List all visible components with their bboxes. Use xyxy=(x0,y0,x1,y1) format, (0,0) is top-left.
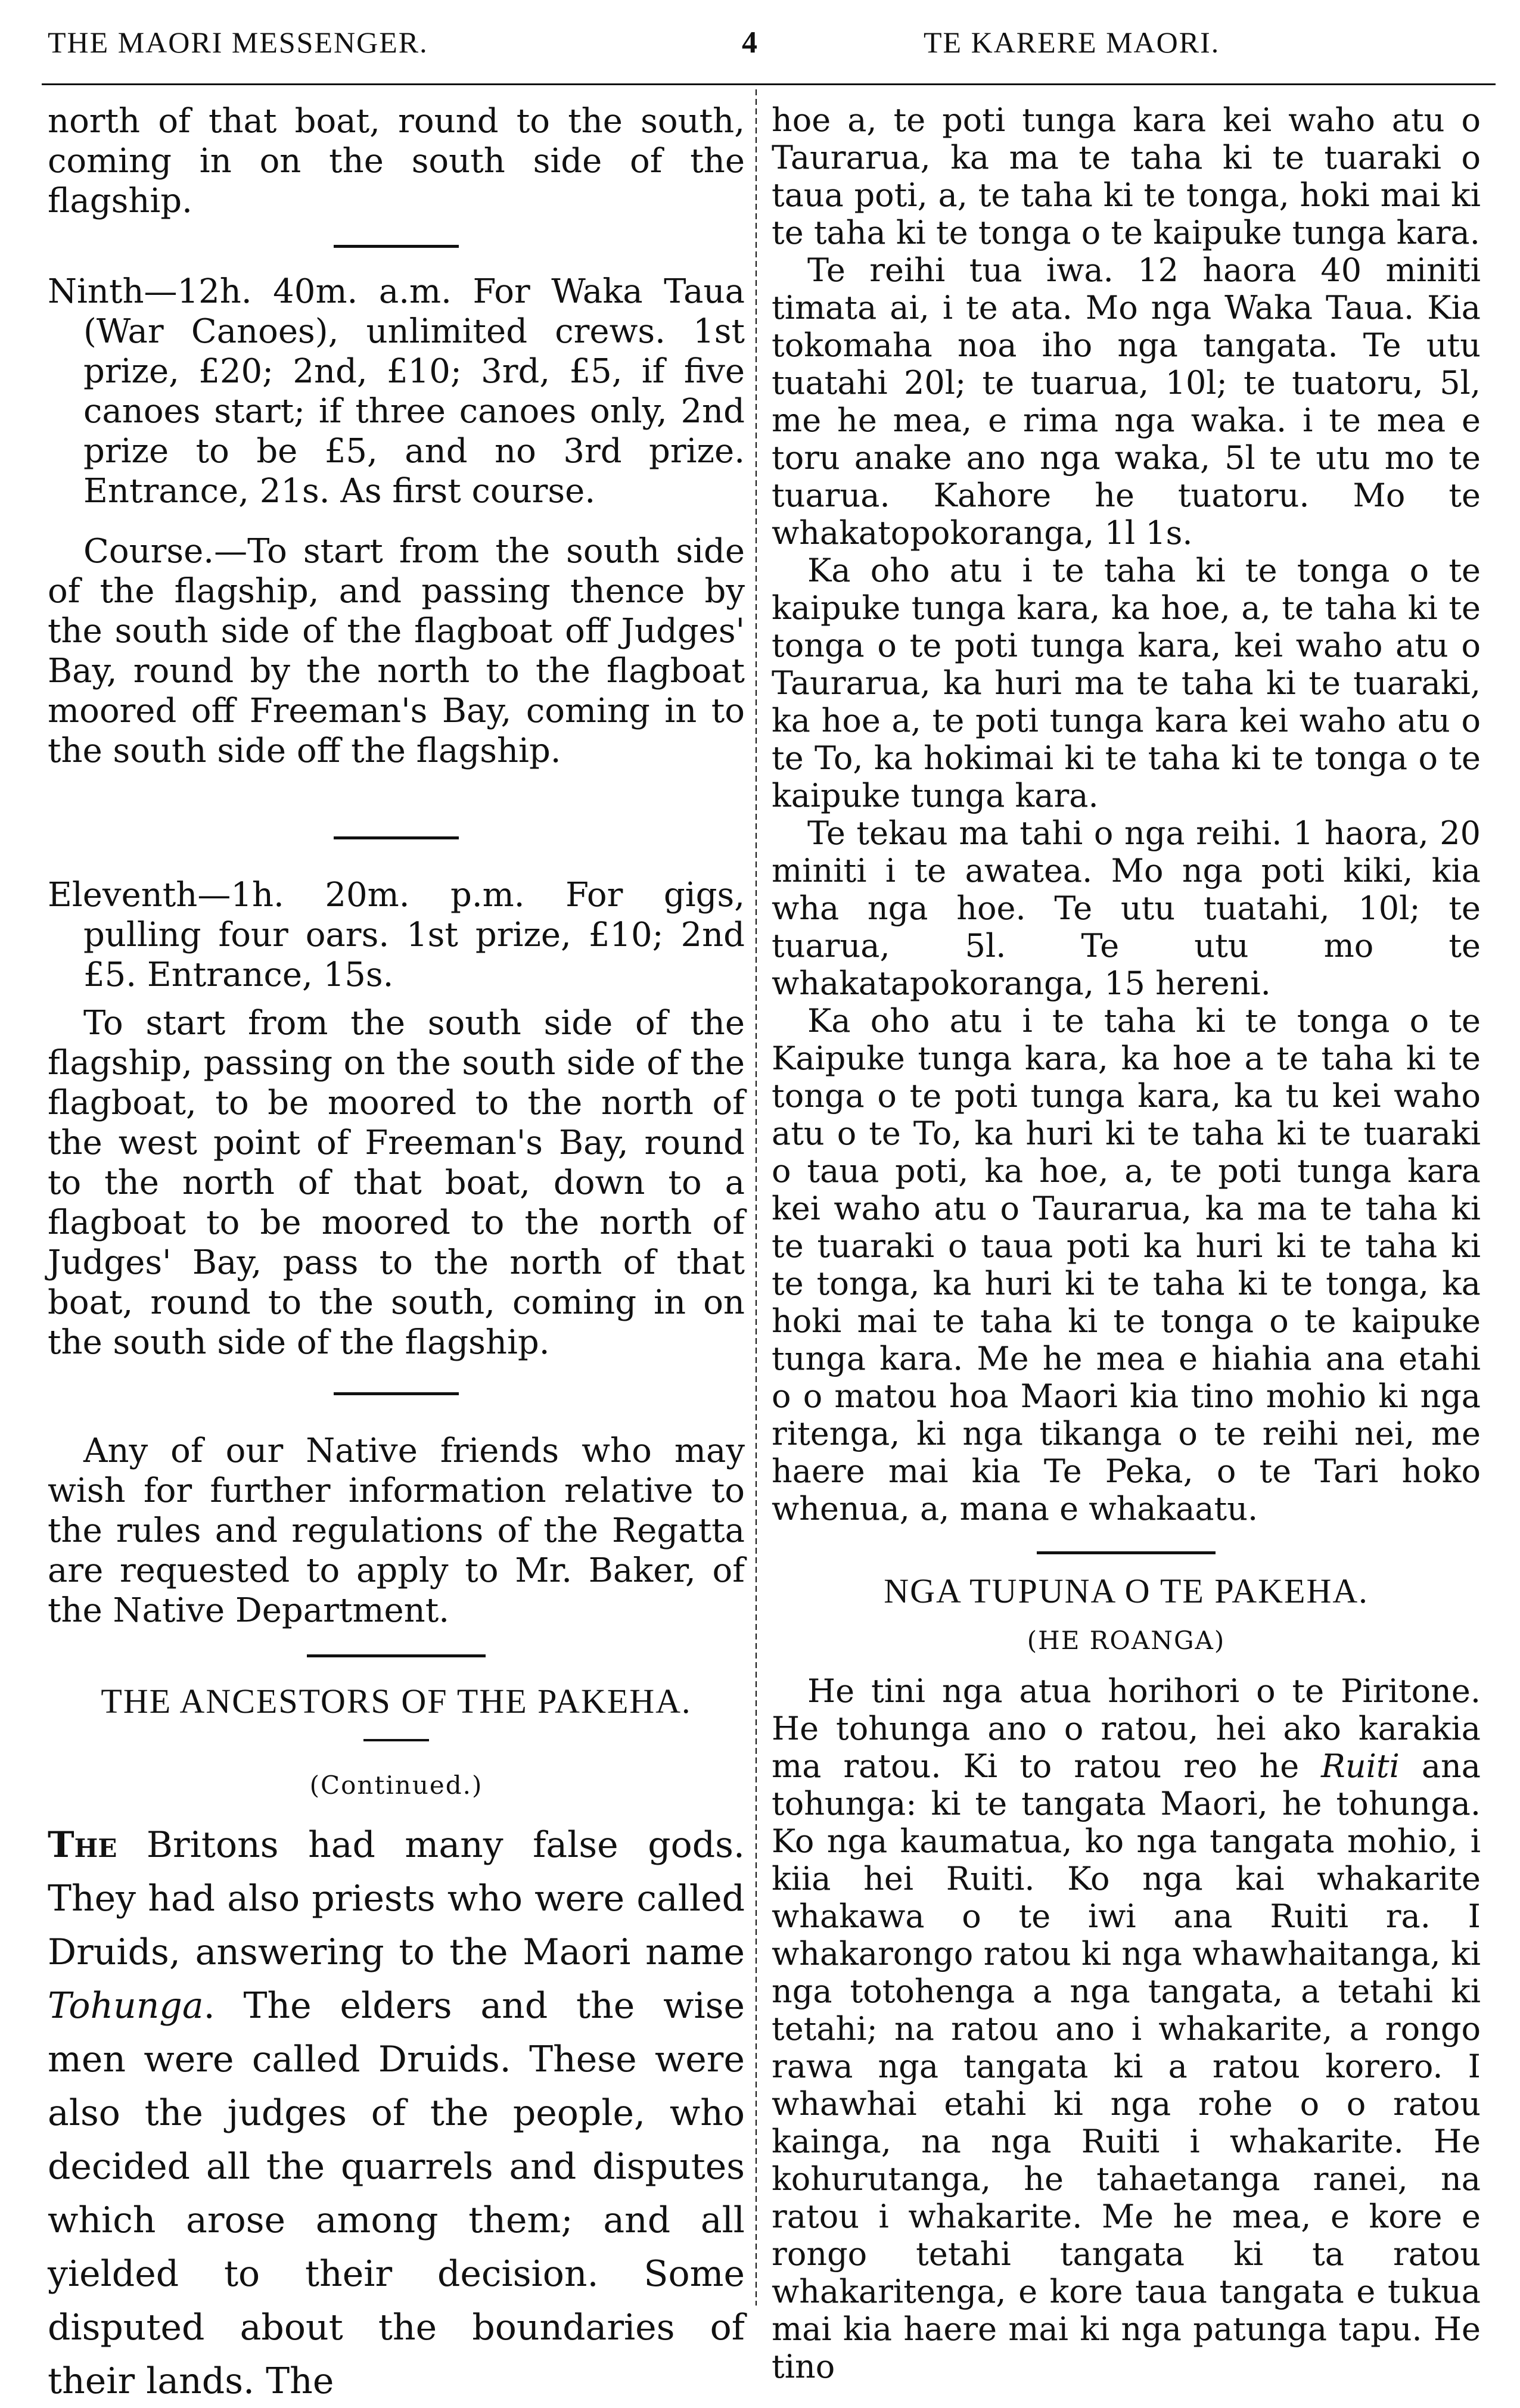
article-body xyxy=(48,1818,745,2408)
start-paragraph: To start from the south side of the flagship, passing on the south side of the flagboat, to be moored to the north of the west point of Freeman's Bay, round to the north of that boat, down to a flagboat to be moored to the north of Judges' Bay, pass to the north of that boat, round to the south, coming in on the south side of the flagship. xyxy=(48,1004,745,1362)
maori-text-part-2: ana tohunga: ki te tangata Maori, he tohunga. Ko nga kaumatua, ko nga tangata mohio, i kiia hei Ruiti. Ko nga kai whakarite whakawa o te iwi ana Ruiti ra. I whakarongo ratou ki nga whawhaitanga, ki nga totohenga a nga tangata, a tetahi ki tetahi; na ratou ano i whakarite, a rongo rawa nga tangata ki a ratou korero. I whawhai etahi ki nga rohe o o ratou kainga, na nga Ruiti i whakarite. He kohurutanga, he tahaetanga ranei, na ratou i whakarite. Me he mea, e kore e rongo tetahi tangata ki ta ratou whakaritenga, e kore taua tangata e tukua mai kia haere mai ki nga patunga tapu. He tino xyxy=(772,1747,1481,2385)
article-continued: (Continued.) xyxy=(309,1771,483,1800)
section-rule xyxy=(334,836,459,839)
section-rule xyxy=(334,245,459,248)
spacer xyxy=(48,995,745,1003)
article-title: THE ANCESTORS OF THE PAKEHA. xyxy=(101,1682,692,1721)
maori-paragraph-3: Ka oho atu i te taha ki te tonga o te kaipuke tunga kara, ka hoe, a, te taha ki te tonga o te poti tunga kara, kei waho atu o Taurarua, ka huri ma te taha ki te tuaraki, ka hoe a, te poti tunga kara kei waho atu o te To, ka hokimai ki te taha ki te tonga o te kaipuke tunga kara. xyxy=(772,552,1481,814)
article-text-part-2: . The elders and the wise men were called Druids. These were also the judges of the people, who decided all the quarrels and disputes which arose among them; and all yielded to their decision. Some disputed about the boundaries of their lands. The xyxy=(48,1985,745,2402)
masthead-maori: TE KARERE MAORI. xyxy=(924,26,1220,59)
eleventh-race-paragraph: Eleventh—1h. 20m. p.m. For gigs, pulling four oars. 1st prize, £10; 2nd £5. Entrance, 15s. xyxy=(48,876,745,994)
maori-paragraph-4: Te tekau ma tahi o nga reihi. 1 haora, 20 miniti i te awatea. Mo nga poti kiki, kia wha nga hoe. Te utu tuatahi, 10l; te tuarua, 5l. Te utu mo te whakatapokoranga, 15 hereni. xyxy=(772,814,1481,1002)
article-italic-term: Tohunga xyxy=(48,1985,204,2027)
maori-paragraph-1: hoe a, te poti tunga kara kei waho atu o Taurarua, ka ma te taha ki te tuaraki o taua poti, a, te taha ki te tonga, hoki mai ki te taha ki te tonga o te kaipuke tunga kara. xyxy=(772,101,1481,251)
english-column xyxy=(48,101,745,2402)
header-rule xyxy=(42,83,1496,85)
masthead-english: THE MAORI MESSENGER. xyxy=(48,26,428,59)
title-rule xyxy=(363,1739,429,1741)
maori-paragraph-2: Te reihi tua iwa. 12 haora 40 miniti timata ai, i te ata. Mo nga Waka Taua. Kia tokomaha noa iho nga tangata. Te utu tuatahi 20l; te tuarua, 10l; te tuatoru, 5l, me he mea, e rima nga waka. i te mea e toru anake ano nga waka, 5l te utu mo te tuarua. Kahore he tuatoru. Mo te whakatopokoranga, 1l 1s. xyxy=(772,251,1481,552)
maori-article-title: NGA TUPUNA O TE PAKEHA. xyxy=(884,1572,1369,1610)
course-paragraph: Course.—To start from the south side of the flagship, and passing thence by the south side of the flagboat off Judges' Bay, round by the north to the flagboat moored off Freeman's Bay, coming in to the south side off the flagship. xyxy=(48,532,745,770)
maori-paragraph-5: Ka oho atu i te taha ki te tonga o te Kaipuke tunga kara, ka hoe a te taha ki te tonga o te poti tunga kara, ka tu kei waho atu o te To, ka huri ki te taha ki te tuaraki o taua poti, ka hoe, a, te poti tunga kara kei waho atu o Taurarua, ka ma te taha ki te tuaraki o taua poti ka huri ki te taha ki te tonga, ka huri ki te taha ki te tonga, ka hoki mai te taha ki te tonga o te kaipuke tunga kara. Me he mea e hiahia ana etahi o o matou hoa Maori kia tino mohio ki nga ritenga, ki nga tikanga o te reihi nei, me haere mai kia Te Peka, o te Tari hoko whenua, a, mana e whakaatu. xyxy=(772,1002,1481,1527)
section-rule xyxy=(307,1654,486,1657)
maori-article-subtitle: (HE ROANGA) xyxy=(1027,1626,1226,1655)
ancestors-article xyxy=(48,1818,745,2408)
article-lead-word: The xyxy=(48,1824,117,1866)
column-divider xyxy=(756,89,757,2306)
spacer xyxy=(48,511,745,531)
page-number: 4 xyxy=(742,26,757,60)
maori-text-part-1: He tini nga atua horihori o te Piritone. He tohunga ano o ratou, hei ako karakia ma ratou. Ki to ratou reo he xyxy=(772,1672,1481,1785)
native-friends-notice: Any of our Native friends who may wish for further information relative to the rules and regulations of the Regatta are requested to apply to Mr. Baker, of the Native Department. xyxy=(48,1432,745,1630)
regatta-intro-paragraph: north of that boat, round to the south, coming in on the south side of the flagship. xyxy=(48,102,745,220)
maori-column xyxy=(772,101,1481,2385)
maori-italic-term: Ruiti xyxy=(1321,1747,1400,1785)
section-rule xyxy=(1037,1551,1216,1554)
article-text-part-1: Britons had many false gods. They had also priests who were called Druids, answering to the Maori name xyxy=(48,1824,745,1973)
ninth-race-paragraph: Ninth—12h. 40m. a.m. For Waka Taua (War Canoes), unlimited crews. 1st prize, £20; 2nd, £10; 3rd, £5, if five canoes start; if three canoes only, 2nd prize to be £5, and no 3rd prize. Entrance, 21s. As first course. xyxy=(48,272,745,511)
section-rule xyxy=(334,1392,459,1395)
page-header xyxy=(42,13,1329,73)
maori-article-body xyxy=(772,1672,1481,2385)
